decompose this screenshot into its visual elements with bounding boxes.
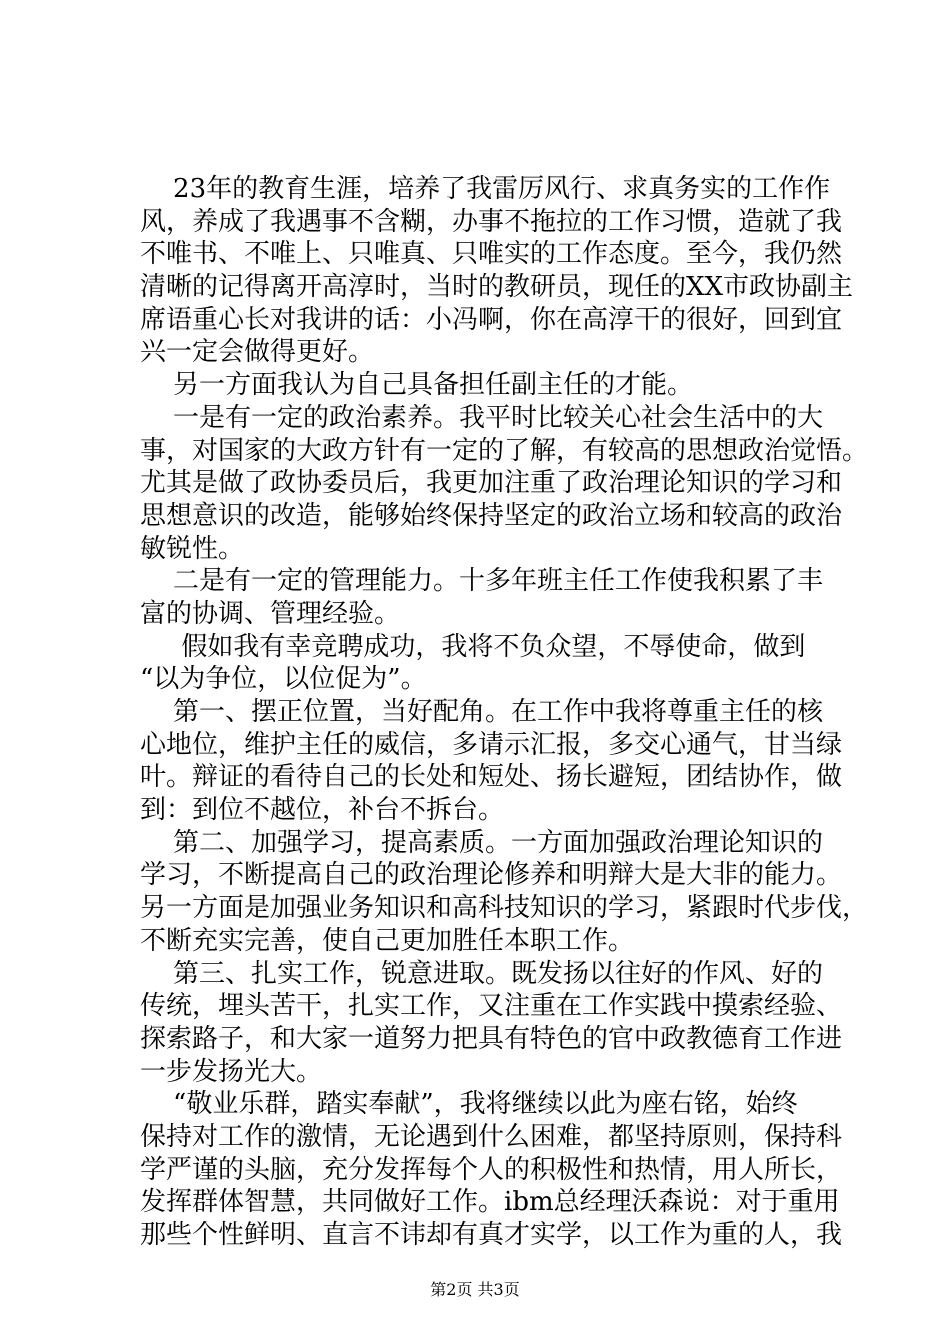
text-line: 思想意识的改造，能够始终保持坚定的政治立场和较高的政治 (140, 500, 843, 531)
text-line: 第二、加强学习，提高素质。一方面加强政治理论知识的 (140, 827, 824, 858)
text-line: 传统，埋头苦干，扎实工作，又注重在工作实践中摸索经验、 (140, 991, 843, 1022)
text-line: 清晰的记得离开高淳时，当时的教研员，现任的XX市政协副主 (140, 272, 854, 303)
text-line: 事，对国家的大政方针有一定的了解，有较高的思想政治觉悟。 (140, 435, 869, 466)
text-line: 一步发扬光大。 (140, 1056, 323, 1087)
text-line: 那些个性鲜明、直言不讳却有真才实学，以工作为重的人，我 (140, 1220, 843, 1250)
text-line: 二是有一定的管理能力。十多年班主任工作使我积累了丰 (140, 566, 824, 597)
page-footer (0, 1280, 950, 1300)
text-line: 保持对工作的激情，无论遇到什么困难，都坚持原则，保持科 (140, 1121, 843, 1152)
text-line: 尤其是做了政协委员后，我更加注重了政治理论知识的学习和 (140, 468, 843, 499)
text-line: 风，养成了我遇事不含糊，办事不拖拉的工作习惯，造就了我 (140, 206, 843, 237)
text-line: 23年的教育生涯，培养了我雷厉风行、求真务实的工作作 (140, 174, 831, 204)
text-line: 敏锐性。 (140, 533, 245, 564)
text-line: 学习，不断提高自己的政治理论修养和明辩大是大非的能力。 (140, 860, 843, 891)
text-line: “以为争位，以位促为”。 (140, 664, 427, 695)
text-line: 叶。辩证的看待自己的长处和短处、扬长避短，团结协作，做 (140, 762, 843, 793)
text-line: 到：到位不越位，补台不拆台。 (140, 795, 505, 826)
text-line: 发挥群体智慧，共同做好工作。ibm总经理沃森说：对于重用 (140, 1187, 840, 1218)
text-line: 假如我有幸竞聘成功，我将不负众望，不辱使命，做到 (140, 631, 806, 662)
text-line: 席语重心长对我讲的话：小冯啊，你在高淳干的很好，回到宜 (140, 304, 843, 335)
text-line: 另一方面我认为自己具备担任副主任的才能。 (140, 370, 694, 401)
text-line: “敬业乐群，踏实奉献”，我将继续以此为座右铭，始终 (140, 1089, 798, 1120)
document-body (140, 173, 869, 1252)
text-line: 不唯书、不唯上、只唯真、只唯实的工作态度。至今，我仍然 (140, 239, 843, 270)
text-line: 第一、摆正位置，当好配角。在工作中我将尊重主任的核 (140, 697, 824, 727)
text-line: 不断充实完善，使自己更加胜任本职工作。 (140, 925, 635, 956)
text-line: 学严谨的头脑，充分发挥每个人的积极性和热情，用人所长， (140, 1154, 843, 1185)
text-line: 富的协调、管理经验。 (140, 598, 401, 629)
text-line: 另一方面是加强业务知识和高科技知识的学习，紧跟时代步伐， (140, 893, 869, 924)
text-line: 兴一定会做得更好。 (140, 337, 375, 368)
text-line: 一是有一定的政治素养。我平时比较关心社会生活中的大 (140, 402, 824, 433)
page-number-label: 第2页 共3页 (430, 1280, 520, 1299)
text-line: 第三、扎实工作，锐意进取。既发扬以往好的作风、好的 (140, 958, 824, 989)
text-line: 心地位，维护主任的威信，多请示汇报，多交心通气，甘当绿 (140, 729, 843, 760)
text-line: 探索路子，和大家一道努力把具有特色的官中政教德育工作进 (140, 1023, 843, 1054)
